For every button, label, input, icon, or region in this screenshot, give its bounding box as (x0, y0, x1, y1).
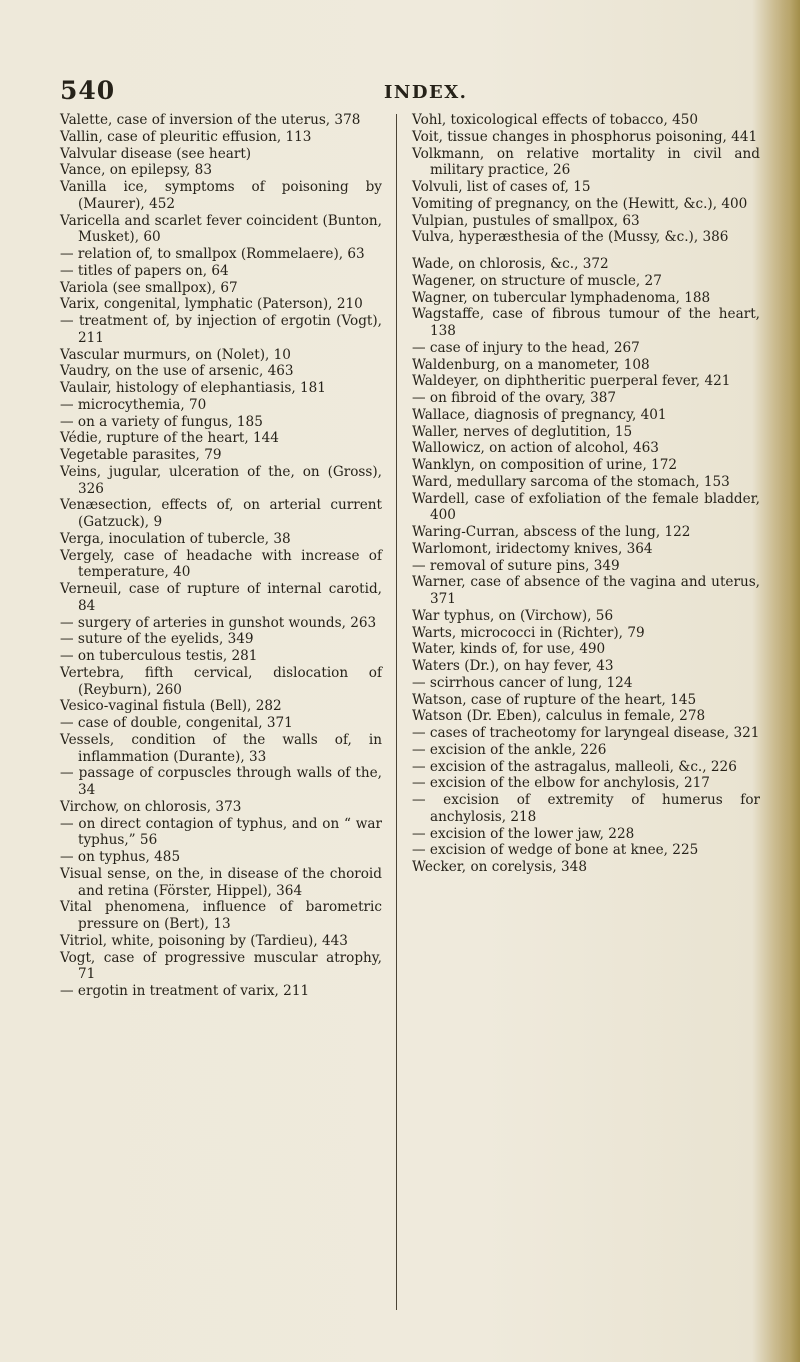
index-entry: Wardell, case of exfoliation of the female bladder, 400 (412, 490, 760, 524)
index-entry: Volkmann, on relative mortality in civil and military practice, 26 (412, 145, 760, 179)
index-entry: Vesico-vaginal fistula (Bell), 282 (60, 698, 282, 715)
page-edge-shadow (778, 0, 800, 1362)
index-entry: Védie, rupture of the heart, 144 (60, 430, 279, 447)
index-entry: — case of injury to the head, 267 (412, 339, 640, 356)
index-entry: Warts, micrococci in (Richter), 79 (412, 624, 645, 641)
index-entry: Varicella and scarlet fever coincident (Bunton, Musket), 60 (60, 212, 382, 246)
index-entry: Warner, case of absence of the vagina and uterus, 371 (412, 574, 760, 607)
index-entry: Vergely, case of headache with increase of temperature, 40 (60, 547, 382, 581)
index-entry: Wallace, diagnosis of pregnancy, 401 (412, 406, 667, 423)
index-entry: — on direct contagion of typhus, and on “ war typhus,” 56 (60, 815, 382, 849)
index-entry: Verga, inoculation of tubercle, 38 (60, 530, 291, 547)
index-entry: — excision of the elbow for anchylosis, 217 (412, 775, 710, 792)
index-entry: Volvuli, list of cases of, 15 (412, 179, 591, 195)
index-column-right (412, 112, 760, 876)
index-entry: Virchow, on chlorosis, 373 (60, 798, 242, 815)
index-entry: Wecker, on corelysis, 348 (412, 859, 587, 875)
index-entry: Warlomont, iridectomy knives, 364 (412, 540, 653, 557)
index-entry: Wanklyn, on composition of urine, 172 (412, 457, 678, 473)
index-entry: — on a variety of fungus, 185 (60, 413, 263, 430)
index-entry: — excision of extremity of humerus for anchylosis, 218 (412, 792, 760, 825)
index-entry: — excision of the astragalus, malleoli, &c., 226 (412, 758, 737, 775)
index-entry: Ward, medullary sarcoma of the stomach, 153 (412, 473, 730, 490)
index-entry: Vanilla ice, symptoms of poisoning by (Maurer), 452 (60, 179, 382, 212)
index-entry: Vulpian, pustules of smallpox, 63 (412, 212, 640, 229)
index-column-left (60, 112, 382, 1000)
index-entry: Visual sense, on the, in disease of the choroid and retina (Förster, Hippel), 364 (60, 865, 382, 899)
index-entry: Verneuil, case of rupture of internal carotid, 84 (60, 581, 382, 614)
index-entry: — microcythemia, 70 (60, 396, 207, 413)
index-entry: Vaulair, histology of elephantiasis, 181 (60, 380, 326, 396)
index-entry: — case of double, congenital, 371 (60, 715, 293, 731)
page-number: 540 (60, 76, 116, 105)
index-entry: Waldenburg, on a manometer, 108 (412, 356, 650, 373)
index-entry: Waller, nerves of deglutition, 15 (412, 423, 633, 440)
index-entry: Vaudry, on the use of arsenic, 463 (60, 363, 294, 380)
index-entry: Valvular disease (see heart) (60, 145, 252, 162)
running-head: INDEX. (384, 82, 468, 103)
index-entry: — excision of the lower jaw, 228 (412, 825, 635, 842)
index-entry: Vertebra, fifth cervical, dislocation of (Reyburn), 260 (60, 664, 382, 698)
index-entry: — cases of tracheotomy for laryngeal disease, 321 (412, 725, 760, 741)
index-entry: — on fibroid of the ovary, 387 (412, 390, 617, 406)
section-gap (412, 246, 760, 256)
index-entry: Vance, on epilepsy, 83 (60, 162, 212, 179)
index-entry: — surgery of arteries in gunshot wounds, 263 (60, 614, 377, 631)
column-divider (396, 114, 397, 1310)
index-entry: Veins, jugular, ulceration of the, on (Gross), 326 (60, 463, 382, 497)
index-entry: Wallowicz, on action of alcohol, 463 (412, 440, 659, 457)
index-entry: Variola (see smallpox), 67 (60, 279, 238, 296)
index-entry: Watson, case of rupture of the heart, 145 (412, 691, 697, 708)
index-entry: Vessels, condition of the walls of, in inflammation (Durante), 33 (60, 731, 382, 765)
index-entry: Vallin, case of pleuritic effusion, 113 (60, 128, 312, 145)
index-entry: — on typhus, 485 (60, 849, 181, 865)
index-entry: Vogt, case of progressive muscular atrophy, 71 (60, 949, 382, 983)
index-entry: — on tuberculous testis, 281 (60, 648, 258, 664)
index-entry: Wagstaffe, case of fibrous tumour of the heart, 138 (412, 306, 760, 339)
index-entry: Watson (Dr. Eben), calculus in female, 278 (412, 708, 706, 725)
index-entry: Vohl, toxicological effects of tobacco, 450 (412, 112, 699, 128)
index-entry: Vegetable parasites, 79 (60, 447, 222, 463)
index-entry: — treatment of, by injection of ergotin (Vogt), 211 (60, 313, 382, 346)
index-entry: — ergotin in treatment of varix, 211 (60, 983, 310, 999)
index-entry: — scirrhous cancer of lung, 124 (412, 674, 633, 691)
index-entry: Varix, congenital, lymphatic (Paterson), 210 (60, 296, 363, 313)
index-entry: Valette, case of inversion of the uterus, 378 (60, 112, 361, 128)
index-entry: Venæsection, effects of, on arterial current (Gatzuck), 9 (60, 497, 382, 530)
index-entry: Voit, tissue changes in phosphorus poisoning, 441 (412, 128, 758, 145)
index-entry: — passage of corpuscles through walls of the, 34 (60, 765, 382, 798)
index-entry: Vulva, hyperæsthesia of the (Mussy, &c.), 386 (412, 229, 729, 246)
index-entry: — excision of wedge of bone at knee, 225 (412, 842, 699, 859)
index-entry: — suture of the eyelids, 349 (60, 631, 254, 648)
index-entry: Vital phenomena, influence of barometric pressure on (Bert), 13 (60, 899, 382, 932)
index-entry: Waring-Curran, abscess of the lung, 122 (412, 524, 691, 540)
index-entry: — removal of suture pins, 349 (412, 557, 620, 574)
index-entry: Water, kinds of, for use, 490 (412, 641, 606, 658)
index-entry: War typhus, on (Virchow), 56 (412, 607, 614, 624)
index-entry: Waters (Dr.), on hay fever, 43 (412, 658, 614, 674)
index-entry: Waldeyer, on diphtheritic puerperal fever, 421 (412, 373, 731, 390)
index-entry: Vitriol, white, poisoning by (Tardieu), 443 (60, 932, 348, 949)
index-entry: — titles of papers on, 64 (60, 262, 229, 279)
index-entry: — excision of the ankle, 226 (412, 741, 607, 758)
index-entry: Vascular murmurs, on (Nolet), 10 (60, 346, 291, 363)
index-entry: Wade, on chlorosis, &c., 372 (412, 256, 609, 272)
index-entry: — relation of, to smallpox (Rommelaere), 63 (60, 246, 365, 262)
index-entry: Vomiting of pregnancy, on the (Hewitt, &c.), 400 (412, 195, 748, 212)
index-entry: Wagener, on structure of muscle, 27 (412, 272, 662, 289)
index-entry: Wagner, on tubercular lymphadenoma, 188 (412, 289, 711, 306)
